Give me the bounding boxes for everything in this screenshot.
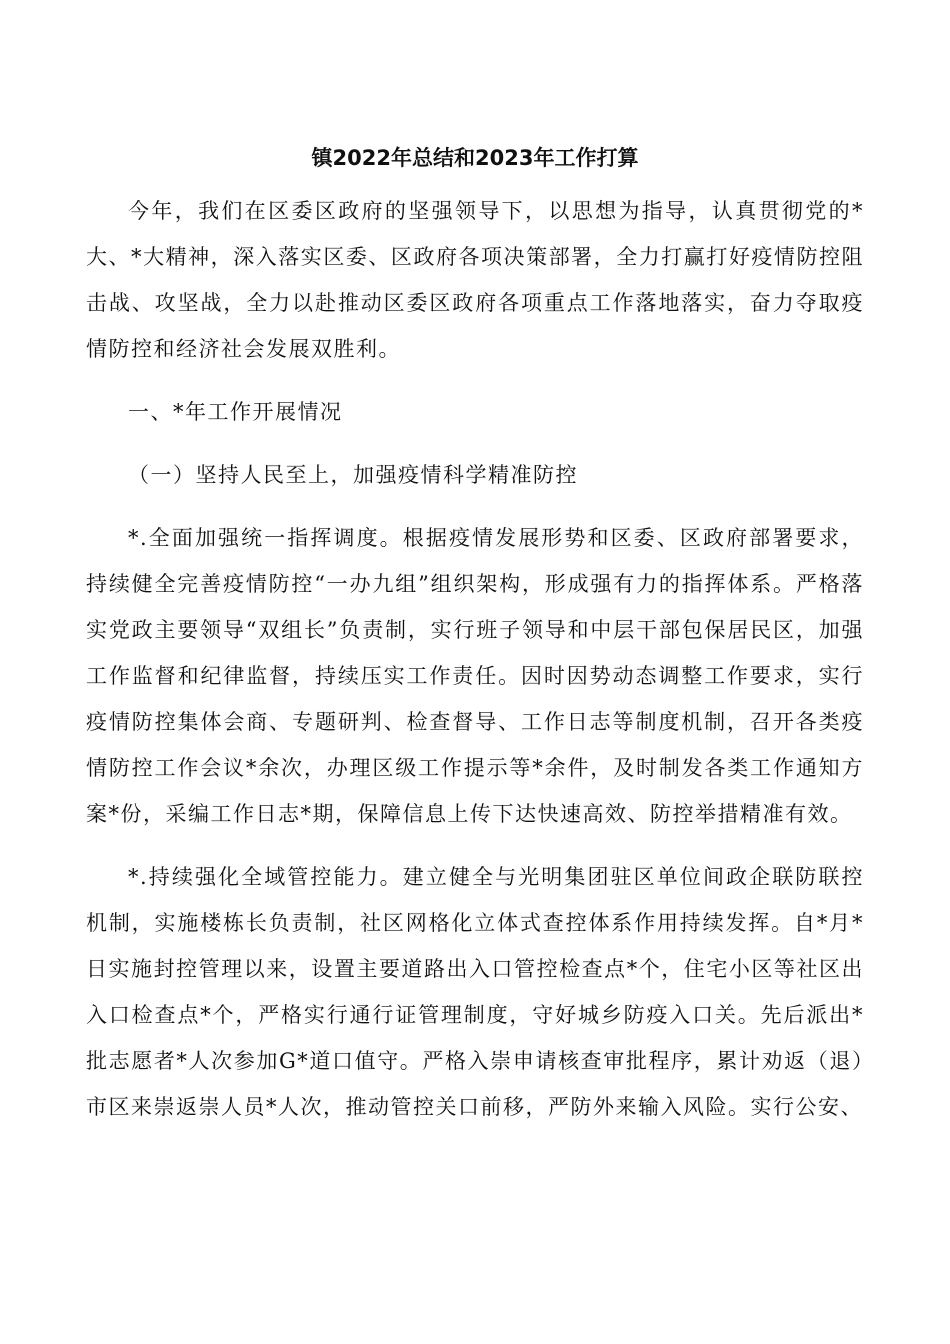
intro-paragraph: 今年，我们在区委区政府的坚强领导下，以思想为指导，认真贯彻党的*大、*大精神，深入落实区委、区政府各项决策部署，全力打赢打好疫情防控阻击战、攻坚战，全力以赴推动区委区政府各项重点工作落地落实，奋力夺取疫情防控和经济社会发展双胜利。 — [86, 199, 864, 361]
document-title: 镇2022年总结和2023年工作打算 — [311, 146, 639, 170]
item-paragraph-2: *.持续强化全域管控能力。建立健全与光明集团驻区单位间政企联防联控机制，实施楼栋长负责制，社区网格化立体式查控体系作用持续发挥。自*月*日实施封控管理以来，设置主要道路出入口管控检查点*个，住宅小区等社区出入口检查点*个，严格实行通行证管理制度，守好城乡防疫入口关。先后派出*批志愿者*人次参加G*道口值守。严格入崇申请核查审批程序，累计劝返（退）市区来崇返崇人员*人次，推动管控关口前移，严防外来输入风险。实行公安、 — [86, 865, 864, 1119]
subsection-heading: （一）坚持人民至上，加强疫情科学精准防控 — [128, 463, 578, 487]
section-heading: 一、*年工作开展情况 — [128, 400, 343, 424]
item-paragraph-1: *.全面加强统一指挥调度。根据疫情发展形势和区委、区政府部署要求，持续健全完善疫情防控“一办九组”组织架构，形成强有力的指挥体系。严格落实党政主要领导“双组长”负责制，实行班子领导和中层干部包保居民区，加强工作监督和纪律监督，持续压实工作责任。因时因势动态调整工作要求，实行疫情防控集体会商、专题研判、检查督导、工作日志等制度机制，召开各类疫情防控工作会议*余次，办理区级工作提示等*余件，及时制发各类工作通知方案*份，采编工作日志*期，保障信息上传下达快速高效、防控举措精准有效。 — [86, 526, 864, 826]
document-body — [86, 188, 864, 1147]
